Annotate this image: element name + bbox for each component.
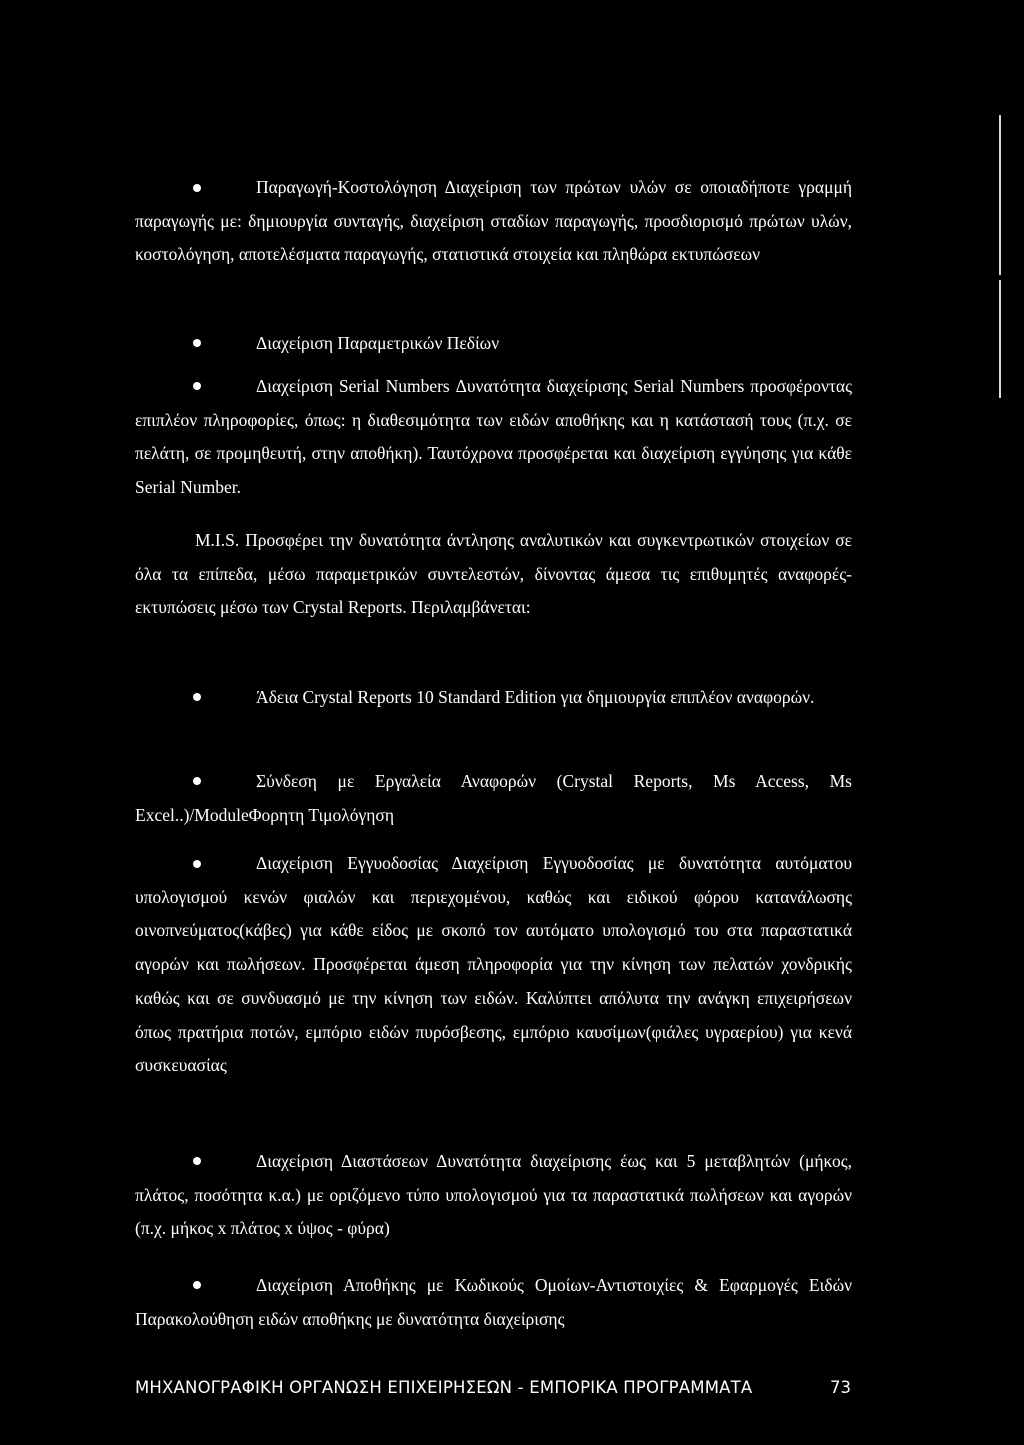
- paragraph: Παραγωγή-Κοστολόγηση Διαχείριση των πρώτων υλών σε οποιαδήποτε γραμμή παραγωγής με: δημιουργία συνταγής, διαχείριση σταδίων παραγωγής, προσδιορισμό πρώτων υλών, κοστολόγηση, αποτελέσματα παραγωγής, στατιστικά στοιχεία και πληθώρα εκτυπώσεων: [135, 177, 852, 265]
- paragraph: Διαχείριση Αποθήκης με Κωδικούς Ομοίων-Αντιστοιχίες & Εφαρμογές Ειδών Παρακολούθηση ειδών αποθήκης με δυνατότητα διαχείρισης: [135, 1275, 852, 1329]
- paragraph: Διαχείριση Serial Numbers Δυνατότητα διαχείρισης Serial Numbers προσφέροντας επιπλέον πληροφορίες, όπως: η διαθεσιμότητα των ειδών αποθήκης και η κατάστασή τους (π.χ. σε πελάτη, σε προμηθευτή, στην αποθήκη). Ταυτόχρονα προσφέρεται και διαχείριση εγγύησης για κάθε Serial Number.: [135, 376, 852, 498]
- paragraph: Διαχείριση Εγγυοδοσίας Διαχείριση Εγγυοδοσίας με δυνατότητα αυτόματου υπολογισμού κενών φιαλών και περιεχομένου, καθώς και ειδικού φόρου κατανάλωσης οινοπνεύματος(κάβες) για κάθε είδος με σκοπό τον αυτόματο υπολογισμό του στα παραστατικά αγορών και πωλήσεων. Προσφέρεται άμεση πληροφορία για την κίνηση των πελατών χονδρικής καθώς και σε συνδυασμό με την κίνηση των ειδών. Καλύπτει απόλυτα την ανάγκη επιχειρήσεων όπως πρατήρια ποτών, εμπόριο ειδών πυρόσβεσης, εμπόριο καυσίμων(φιάλες υγραερίου) για κενά συσκευασίας: [135, 853, 852, 1076]
- paragraph: M.I.S. Προσφέρει την δυνατότητα άντλησης αναλυτικών και συγκεντρωτικών στοιχείων σε όλα τα επίπεδα, μέσω παραμετρικών συντελεστών, δίνοντας άμεσα τις επιθυμητές αναφορές-εκτυπώσεις μέσω των Crystal Reports. Περιλαμβάνεται:: [135, 530, 852, 618]
- scan-edge-line: [999, 280, 1001, 398]
- page-number: 73: [830, 1378, 851, 1397]
- paragraph: Σύνδεση με Εργαλεία Αναφορών (Crystal Reports, Ms Access, Ms Excel..)/ModuleΦορητη Τιμολόγηση: [135, 771, 852, 825]
- footer-title: ΜΗΧΑΝΟΓΡΑΦΙΚΗ ΟΡΓΑΝΩΣΗ ΕΠΙΧΕΙΡΗΣΕΩΝ - ΕΜΠΟΡΙΚΑ ΠΡΟΓΡΑΜΜΑΤΑ: [135, 1378, 753, 1397]
- paragraph: Διαχείριση Παραμετρικών Πεδίων: [256, 333, 500, 353]
- scan-edge-line: [999, 115, 1001, 275]
- paragraph: Άδεια Crystal Reports 10 Standard Edition για δημιουργία επιπλέον αναφορών.: [256, 687, 815, 707]
- paragraph: Διαχείριση Διαστάσεων Δυνατότητα διαχείρισης έως και 5 μεταβλητών (μήκος, πλάτος, ποσότητα κ.α.) με οριζόμενο τύπο υπολογισμού για τα παραστατικά πωλήσεων και αγορών (π.χ. μήκος x πλάτος x ύψος - φύρα): [135, 1151, 852, 1239]
